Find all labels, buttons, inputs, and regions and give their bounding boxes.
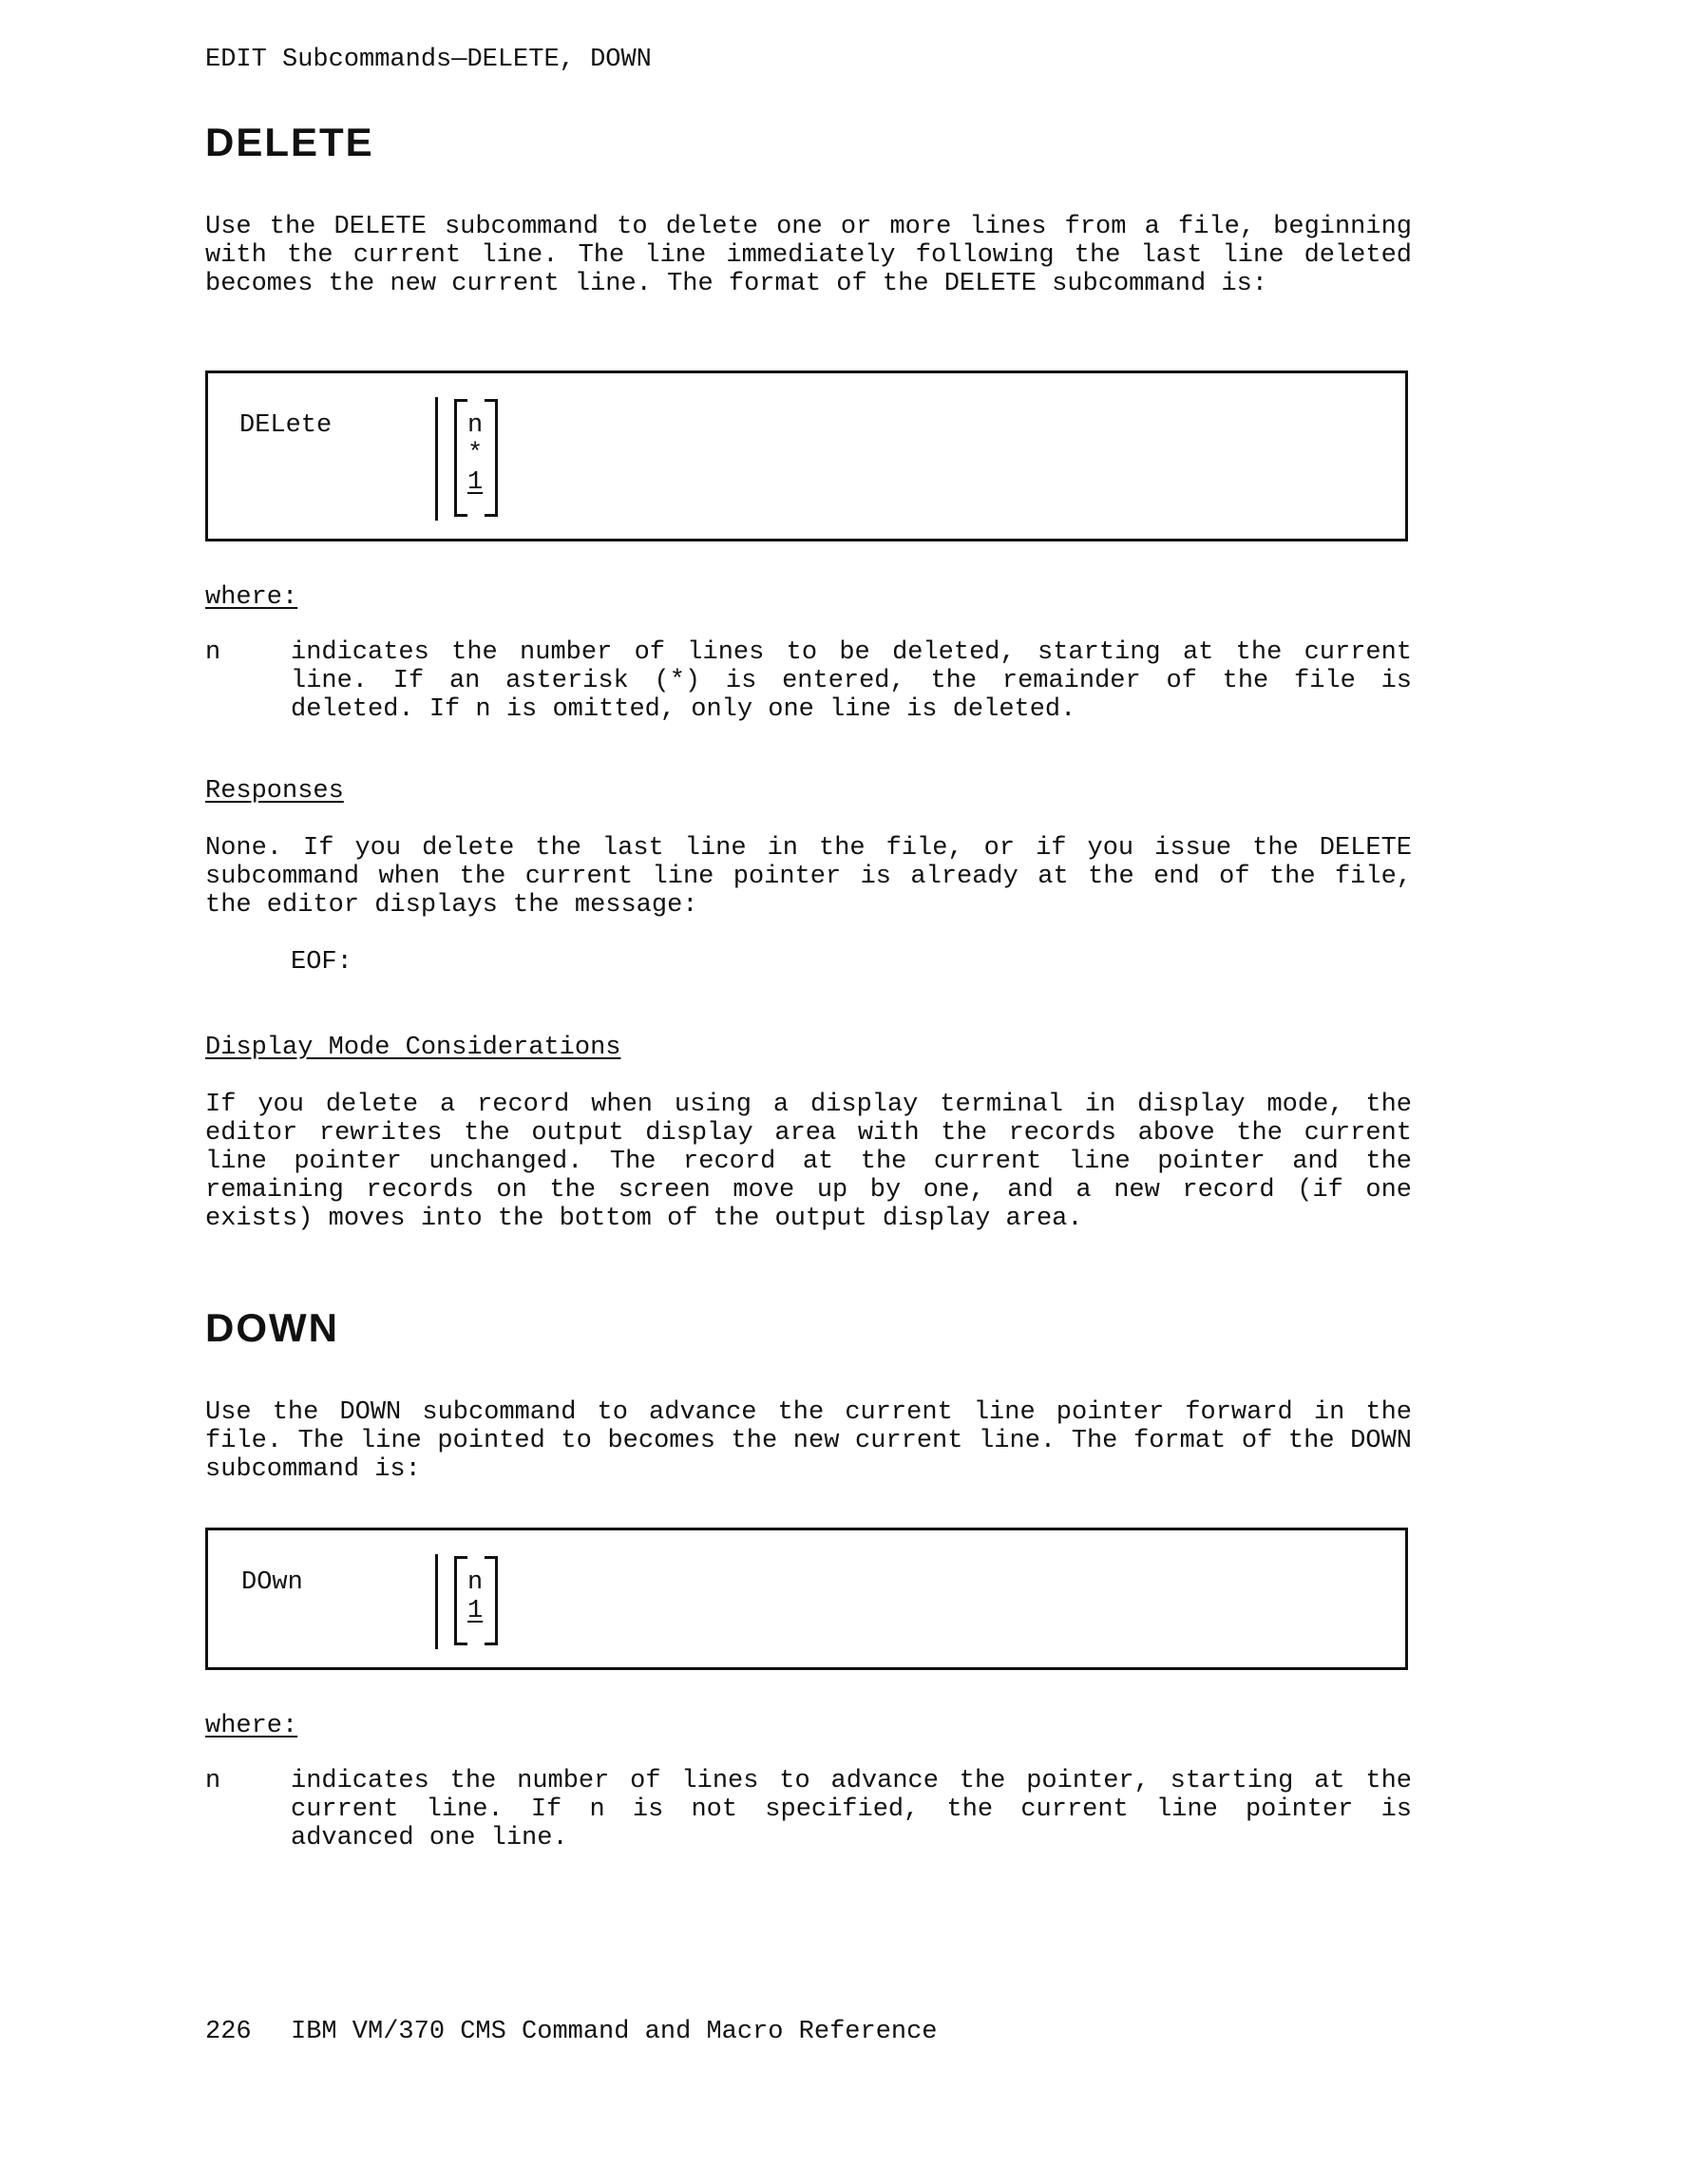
syntax-option: * [467, 440, 484, 468]
syntax-option-default: 1 [467, 1597, 484, 1625]
where-label: where: [205, 1712, 298, 1740]
operand-description: indicates the number of lines to advance the pointer, starting at the current line. If n is not specified, the current line pointer is advanced one line. [291, 1767, 1412, 1852]
running-header: EDIT Subcommands—DELETE, DOWN [205, 46, 652, 74]
operand-name: n [205, 1767, 221, 1795]
right-bracket [485, 399, 498, 517]
syntax-option-default: 1 [467, 468, 484, 497]
syntax-column-separator [435, 397, 438, 521]
left-bracket [454, 1556, 467, 1645]
subheading-responses: Responses [205, 777, 344, 806]
book-title: IBM VM/370 CMS Command and Macro Reference [291, 2018, 938, 2046]
syntax-option: n [467, 1568, 484, 1597]
syntax-command: DELete [239, 411, 333, 440]
syntax-command: DOwn [241, 1568, 303, 1597]
display-mode-paragraph: If you delete a record when using a display terminal in display mode, the editor rewrites the output display area with the records above the current line pointer unchanged. The record at the current line pointer and the remaining records on the screen move up by one, and a new record (if one exists) moves into the bottom of the output display area. [205, 1091, 1412, 1233]
operand-name: n [205, 638, 221, 667]
operand-description: indicates the number of lines to be deleted, starting at the current line. If an asterisk (*) is entered, the remainder of the file is deleted. If n is omitted, only one line is deleted. [291, 638, 1412, 724]
page-number: 226 [205, 2018, 252, 2046]
section-heading-delete: DELETE [205, 120, 374, 164]
down-intro-paragraph: Use the DOWN subcommand to advance the current line pointer forward in the file. The line pointed to becomes the new current line. The format of the DOWN subcommand is: [205, 1398, 1412, 1484]
syntax-box-frame [205, 370, 1408, 541]
syntax-column-separator [435, 1554, 438, 1649]
section-heading-down: DOWN [205, 1305, 339, 1350]
eof-message: EOF: [291, 948, 352, 977]
subheading-display-mode: Display Mode Considerations [205, 1034, 621, 1062]
responses-paragraph: None. If you delete the last line in the file, or if you issue the DELETE subcommand when the current line pointer is already at the end of the file, the editor displays the message: [205, 834, 1412, 920]
delete-intro-paragraph: Use the DELETE subcommand to delete one or more lines from a file, beginning with the current line. The line immediately following the last line deleted becomes the new current line. The format of the DELETE subcommand is: [205, 213, 1412, 298]
left-bracket [454, 399, 467, 517]
right-bracket [485, 1556, 498, 1645]
where-label: where: [205, 583, 298, 612]
syntax-option: n [467, 411, 484, 440]
syntax-box-frame [205, 1528, 1408, 1670]
